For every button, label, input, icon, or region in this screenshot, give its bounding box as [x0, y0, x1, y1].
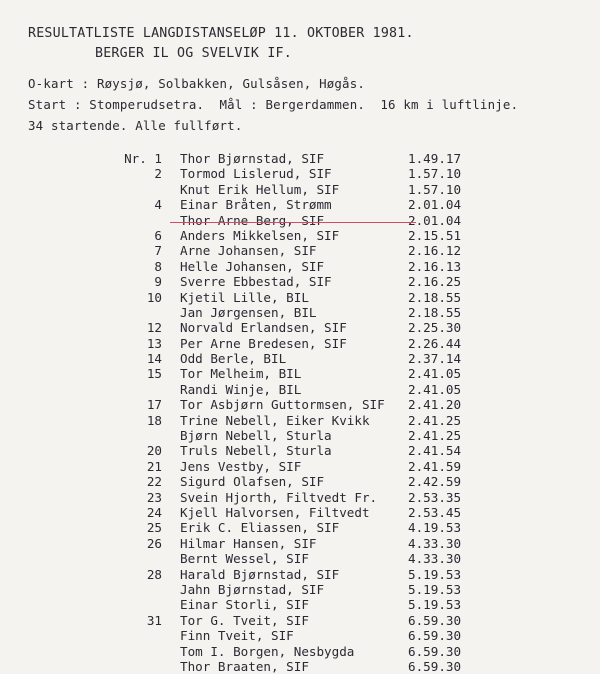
- result-time: 2.15.51: [408, 227, 462, 243]
- result-name: Einar Bråten, Strømm: [180, 197, 332, 213]
- result-rank: 7: [154, 243, 162, 259]
- result-name: Jan Jørgensen, BIL: [180, 304, 317, 320]
- result-row: [118, 443, 588, 458]
- result-time: 2.53.35: [408, 489, 462, 505]
- result-time: 2.41.54: [408, 443, 462, 459]
- result-time: 2.16.12: [408, 243, 462, 259]
- result-rank: Nr. 1: [124, 151, 162, 166]
- result-name: Per Arne Bredesen, SIF: [180, 335, 347, 351]
- map-info: O-kart : Røysjø, Solbakken, Gulsåsen, Høgås.: [28, 76, 366, 91]
- result-row: [118, 551, 588, 566]
- result-time: 1.49.17: [408, 151, 462, 166]
- result-name: Tor Melheim, BIL: [180, 366, 302, 382]
- result-row: [118, 243, 588, 258]
- result-row: [118, 459, 588, 474]
- results-list: [118, 151, 588, 674]
- result-row: [118, 274, 588, 289]
- result-row: [118, 397, 588, 412]
- result-time: 6.59.30: [408, 658, 462, 674]
- result-name: Tormod Lislerud, SIF: [180, 166, 332, 182]
- result-rank: 22: [146, 474, 162, 490]
- result-row: [118, 336, 588, 351]
- result-time: 2.01.04: [408, 212, 462, 228]
- result-time: 2.26.44: [408, 335, 462, 351]
- document-title: RESULTATLISTE LANGDISTANSELØP 11. OKTOBER 1981.: [28, 26, 414, 41]
- result-time: 4.33.30: [408, 535, 462, 551]
- result-row: [118, 428, 588, 443]
- result-name: Truls Nebell, Sturla: [180, 443, 332, 459]
- result-rank: 24: [146, 504, 162, 520]
- result-rank: 18: [146, 412, 162, 428]
- result-rank: 14: [146, 351, 162, 367]
- result-row: [118, 520, 588, 535]
- result-rank: 31: [146, 612, 162, 628]
- result-rank: 9: [154, 274, 162, 290]
- start-finish-info: Start : Stomperudsetra. Mål : Bergerdammen. 16 km i luftlinje.: [28, 97, 519, 112]
- result-name: Tor G. Tveit, SIF: [180, 612, 309, 628]
- result-name: Sverre Ebbestad, SIF: [180, 274, 332, 290]
- result-time: 2.41.05: [408, 366, 462, 382]
- result-time: 2.41.59: [408, 458, 462, 474]
- result-name: Kjetil Lille, BIL: [180, 289, 309, 305]
- result-name: Arne Johansen, SIF: [180, 243, 317, 259]
- result-row: [118, 305, 588, 320]
- result-name: Thor Arne Berg, SIF: [180, 212, 325, 228]
- result-time: 2.18.55: [408, 289, 462, 305]
- result-time: 6.59.30: [408, 628, 462, 644]
- result-rank: 25: [146, 520, 162, 536]
- result-row: [118, 351, 588, 366]
- result-row: [118, 151, 588, 166]
- result-name: Jahn Bjørnstad, SIF: [180, 581, 325, 597]
- result-row: [118, 413, 588, 428]
- result-row: [118, 182, 588, 197]
- result-name: Finn Tveit, SIF: [180, 628, 294, 644]
- result-time: 2.37.14: [408, 351, 462, 367]
- result-name: Einar Storli, SIF: [180, 597, 309, 613]
- result-row: [118, 474, 588, 489]
- result-name: Tor Asbjørn Guttormsen, SIF: [180, 397, 385, 413]
- result-time: 2.25.30: [408, 320, 462, 336]
- result-time: 2.53.45: [408, 504, 462, 520]
- result-name: Svein Hjorth, Filtvedt Fr.: [180, 489, 378, 505]
- result-time: 2.01.04: [408, 197, 462, 213]
- starters-info: 34 startende. Alle fullført.: [28, 118, 243, 133]
- result-name: Odd Berle, BIL: [180, 351, 287, 367]
- result-rank: 4: [154, 197, 162, 213]
- result-name: Bjørn Nebell, Sturla: [180, 428, 332, 444]
- result-name: Trine Nebell, Eiker Kvikk: [180, 412, 370, 428]
- result-row: [118, 613, 588, 628]
- result-row: [118, 597, 588, 612]
- result-time: 1.57.10: [408, 166, 462, 182]
- document-subtitle: BERGER IL OG SVELVIK IF.: [95, 46, 292, 61]
- result-row: [118, 320, 588, 335]
- result-time: 2.41.20: [408, 397, 462, 413]
- red-underline: [170, 222, 416, 223]
- result-row: [118, 366, 588, 381]
- result-time: 5.19.53: [408, 597, 462, 613]
- result-rank: 13: [146, 335, 162, 351]
- result-rank: 12: [146, 320, 162, 336]
- result-time: 2.16.25: [408, 274, 462, 290]
- result-time: 4.19.53: [408, 520, 462, 536]
- result-name: Hilmar Hansen, SIF: [180, 535, 317, 551]
- result-row: [118, 505, 588, 520]
- result-time: 6.59.30: [408, 643, 462, 659]
- result-time: 2.16.13: [408, 258, 462, 274]
- result-rank: 20: [146, 443, 162, 459]
- result-name: Erik C. Eliassen, SIF: [180, 520, 340, 536]
- result-row: [118, 197, 588, 212]
- result-rank: 23: [146, 489, 162, 505]
- result-rank: 8: [154, 258, 162, 274]
- result-name: Kjell Halvorsen, Filtvedt: [180, 504, 370, 520]
- result-rank: 28: [146, 566, 162, 582]
- result-name: Thor Bjørnstad, SIF: [180, 151, 325, 166]
- result-row: [118, 228, 588, 243]
- result-rank: 15: [146, 366, 162, 382]
- result-name: Helle Johansen, SIF: [180, 258, 325, 274]
- result-row: [118, 213, 588, 228]
- result-rank: 2: [154, 166, 162, 182]
- result-time: 2.41.25: [408, 428, 462, 444]
- result-time: 5.19.53: [408, 581, 462, 597]
- result-name: Sigurd Olafsen, SIF: [180, 474, 325, 490]
- result-row: [118, 490, 588, 505]
- result-time: 6.59.30: [408, 612, 462, 628]
- result-row: [118, 567, 588, 582]
- result-rank: 21: [146, 458, 162, 474]
- result-row: [118, 659, 588, 674]
- result-name: Anders Mikkelsen, SIF: [180, 227, 340, 243]
- result-time: 1.57.10: [408, 181, 462, 197]
- result-row: [118, 536, 588, 551]
- result-name: Randi Winje, BIL: [180, 381, 302, 397]
- result-time: 2.42.59: [408, 474, 462, 490]
- result-time: 4.33.30: [408, 551, 462, 567]
- result-rank: 6: [154, 227, 162, 243]
- result-name: Knut Erik Hellum, SIF: [180, 181, 340, 197]
- result-rank: 17: [146, 397, 162, 413]
- result-time: 2.18.55: [408, 304, 462, 320]
- result-time: 2.41.05: [408, 381, 462, 397]
- result-row: [118, 259, 588, 274]
- result-row: [118, 166, 588, 181]
- result-time: 5.19.53: [408, 566, 462, 582]
- result-row: [118, 382, 588, 397]
- result-row: [118, 644, 588, 659]
- result-row: [118, 582, 588, 597]
- result-rank: 26: [146, 535, 162, 551]
- result-name: Harald Bjørnstad, SIF: [180, 566, 340, 582]
- result-name: Norvald Erlandsen, SIF: [180, 320, 347, 336]
- result-row: [118, 290, 588, 305]
- result-name: Jens Vestby, SIF: [180, 458, 302, 474]
- result-name: Bernt Wessel, SIF: [180, 551, 309, 567]
- result-rank: 10: [146, 289, 162, 305]
- result-name: Tom I. Borgen, Nesbygda: [180, 643, 355, 659]
- result-name: Thor Braaten, SIF: [180, 658, 309, 674]
- result-row: [118, 628, 588, 643]
- result-time: 2.41.25: [408, 412, 462, 428]
